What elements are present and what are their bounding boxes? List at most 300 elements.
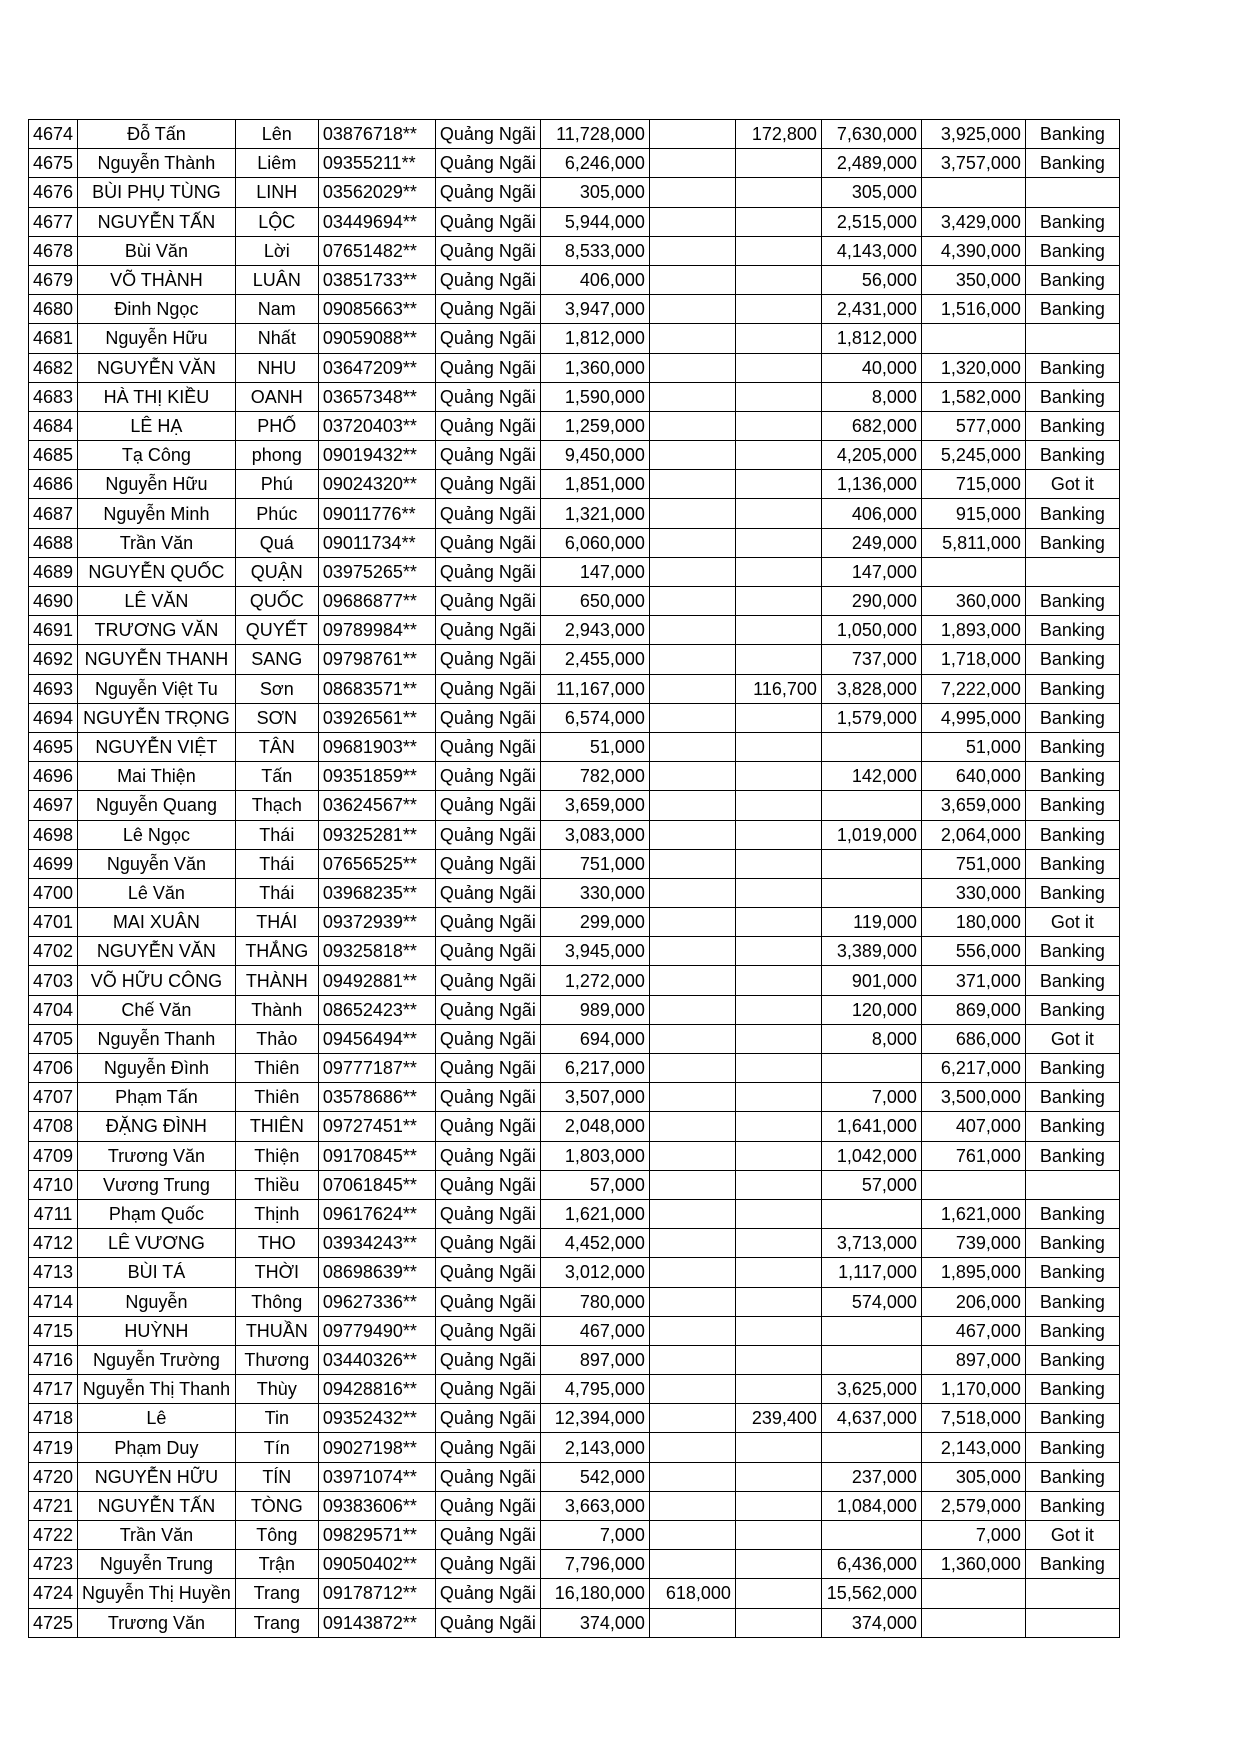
family-name-cell: NGUYỄN TẤN (78, 1491, 236, 1520)
amount-col-10-cell: 751,000 (921, 849, 1025, 878)
amount-col-8-cell (735, 178, 821, 207)
amount-col-9-cell: 142,000 (821, 762, 921, 791)
total-amount-cell: 3,083,000 (540, 820, 649, 849)
given-name-cell: Thiện (235, 1141, 318, 1170)
amount-col-7-cell (649, 1375, 735, 1404)
table-row (29, 470, 1120, 499)
given-name-cell: Thảo (235, 1024, 318, 1053)
total-amount-cell: 2,455,000 (540, 645, 649, 674)
payment-method-cell: Banking (1025, 499, 1119, 528)
family-name-cell: Trương Văn (78, 1608, 236, 1637)
total-amount-cell: 305,000 (540, 178, 649, 207)
total-amount-cell: 542,000 (540, 1462, 649, 1491)
amount-col-8-cell (735, 1375, 821, 1404)
amount-col-10-cell: 715,000 (921, 470, 1025, 499)
province-cell: Quảng Ngãi (435, 178, 540, 207)
amount-col-7-cell (649, 645, 735, 674)
payment-method-cell: Banking (1025, 295, 1119, 324)
family-name-cell: Nguyễn Việt Tu (78, 674, 236, 703)
payment-method-cell: Banking (1025, 528, 1119, 557)
row-number-cell: 4677 (29, 207, 78, 236)
table-row (29, 441, 1120, 470)
amount-col-9-cell (821, 1054, 921, 1083)
given-name-cell: Trang (235, 1608, 318, 1637)
row-number-cell: 4695 (29, 732, 78, 761)
amount-col-10-cell (921, 324, 1025, 353)
table-row (29, 1170, 1120, 1199)
amount-col-7-cell (649, 1404, 735, 1433)
amount-col-9-cell: 7,630,000 (821, 120, 921, 149)
amount-col-10-cell: 4,390,000 (921, 236, 1025, 265)
phone-number-cell: 08652423** (318, 995, 435, 1024)
row-number-cell: 4704 (29, 995, 78, 1024)
given-name-cell: Tấn (235, 762, 318, 791)
phone-number-cell: 09777187** (318, 1054, 435, 1083)
phone-number-cell: 09019432** (318, 441, 435, 470)
payment-method-cell: Banking (1025, 878, 1119, 907)
given-name-cell: Tin (235, 1404, 318, 1433)
given-name-cell: Tín (235, 1433, 318, 1462)
province-cell: Quảng Ngãi (435, 557, 540, 586)
family-name-cell: Nguyễn Minh (78, 499, 236, 528)
family-name-cell: Phạm Quốc (78, 1199, 236, 1228)
amount-col-8-cell (735, 732, 821, 761)
payment-method-cell: Banking (1025, 353, 1119, 382)
total-amount-cell: 782,000 (540, 762, 649, 791)
row-number-cell: 4699 (29, 849, 78, 878)
province-cell: Quảng Ngãi (435, 1550, 540, 1579)
amount-col-7-cell (649, 762, 735, 791)
given-name-cell: Sơn (235, 674, 318, 703)
payment-method-cell: Banking (1025, 1316, 1119, 1345)
table-row (29, 120, 1120, 149)
family-name-cell: Đinh Ngọc (78, 295, 236, 324)
given-name-cell: LỘC (235, 207, 318, 236)
amount-col-9-cell: 1,641,000 (821, 1112, 921, 1141)
family-name-cell: Mai Thiện (78, 762, 236, 791)
province-cell: Quảng Ngãi (435, 236, 540, 265)
phone-number-cell: 03968235** (318, 878, 435, 907)
table-row (29, 207, 1120, 236)
amount-col-9-cell: 1,050,000 (821, 616, 921, 645)
given-name-cell: Tông (235, 1521, 318, 1550)
amount-col-10-cell: 761,000 (921, 1141, 1025, 1170)
amount-col-9-cell: 8,000 (821, 382, 921, 411)
total-amount-cell: 1,321,000 (540, 499, 649, 528)
amount-col-8-cell (735, 1345, 821, 1374)
table-row (29, 966, 1120, 995)
amount-col-8-cell (735, 1287, 821, 1316)
phone-number-cell: 08683571** (318, 674, 435, 703)
province-cell: Quảng Ngãi (435, 616, 540, 645)
given-name-cell: THUẦN (235, 1316, 318, 1345)
amount-col-8-cell (735, 1112, 821, 1141)
amount-col-10-cell (921, 557, 1025, 586)
amount-col-10-cell: 686,000 (921, 1024, 1025, 1053)
row-number-cell: 4693 (29, 674, 78, 703)
family-name-cell: Nguyễn Đình (78, 1054, 236, 1083)
amount-col-10-cell: 3,925,000 (921, 120, 1025, 149)
phone-number-cell: 09681903** (318, 732, 435, 761)
total-amount-cell: 650,000 (540, 587, 649, 616)
amount-col-10-cell: 51,000 (921, 732, 1025, 761)
amount-col-7-cell (649, 1550, 735, 1579)
amount-col-8-cell (735, 1462, 821, 1491)
payment-method-cell: Banking (1025, 1229, 1119, 1258)
phone-number-cell: 09798761** (318, 645, 435, 674)
payment-method-cell: Banking (1025, 1258, 1119, 1287)
amount-col-7-cell (649, 1462, 735, 1491)
table-row (29, 820, 1120, 849)
table-row (29, 908, 1120, 937)
row-number-cell: 4679 (29, 265, 78, 294)
total-amount-cell: 51,000 (540, 732, 649, 761)
amount-col-8-cell (735, 1316, 821, 1345)
payment-method-cell: Banking (1025, 1083, 1119, 1112)
table-row (29, 557, 1120, 586)
province-cell: Quảng Ngãi (435, 1141, 540, 1170)
total-amount-cell: 694,000 (540, 1024, 649, 1053)
table-row (29, 878, 1120, 907)
amount-col-9-cell: 682,000 (821, 411, 921, 440)
table-row (29, 995, 1120, 1024)
phone-number-cell: 03720403** (318, 411, 435, 440)
given-name-cell: Thịnh (235, 1199, 318, 1228)
amount-col-10-cell: 7,222,000 (921, 674, 1025, 703)
row-number-cell: 4690 (29, 587, 78, 616)
family-name-cell: Nguyễn Thanh (78, 1024, 236, 1053)
phone-number-cell: 08698639** (318, 1258, 435, 1287)
amount-col-9-cell: 15,562,000 (821, 1579, 921, 1608)
amount-col-10-cell: 1,621,000 (921, 1199, 1025, 1228)
payment-method-cell: Banking (1025, 1287, 1119, 1316)
given-name-cell: QUỐC (235, 587, 318, 616)
amount-col-7-cell (649, 178, 735, 207)
phone-number-cell: 03934243** (318, 1229, 435, 1258)
amount-col-8-cell (735, 878, 821, 907)
amount-col-9-cell: 1,117,000 (821, 1258, 921, 1287)
amount-col-8-cell (735, 1170, 821, 1199)
total-amount-cell: 3,012,000 (540, 1258, 649, 1287)
amount-col-8-cell (735, 1491, 821, 1520)
amount-col-10-cell: 739,000 (921, 1229, 1025, 1258)
amount-col-8-cell (735, 265, 821, 294)
table-row (29, 528, 1120, 557)
total-amount-cell: 7,796,000 (540, 1550, 649, 1579)
phone-number-cell: 03926561** (318, 703, 435, 732)
province-cell: Quảng Ngãi (435, 820, 540, 849)
phone-number-cell: 09059088** (318, 324, 435, 353)
amount-col-10-cell: 1,895,000 (921, 1258, 1025, 1287)
amount-col-7-cell (649, 1345, 735, 1374)
family-name-cell: Tạ Công (78, 441, 236, 470)
amount-col-10-cell: 407,000 (921, 1112, 1025, 1141)
amount-col-9-cell (821, 849, 921, 878)
payment-method-cell: Banking (1025, 674, 1119, 703)
total-amount-cell: 299,000 (540, 908, 649, 937)
province-cell: Quảng Ngãi (435, 207, 540, 236)
payment-method-cell: Got it (1025, 1521, 1119, 1550)
payment-method-cell: Banking (1025, 995, 1119, 1024)
row-number-cell: 4712 (29, 1229, 78, 1258)
table-row (29, 236, 1120, 265)
total-amount-cell: 3,947,000 (540, 295, 649, 324)
phone-number-cell: 09779490** (318, 1316, 435, 1345)
amount-col-10-cell: 3,659,000 (921, 791, 1025, 820)
given-name-cell: Thông (235, 1287, 318, 1316)
province-cell: Quảng Ngãi (435, 1024, 540, 1053)
amount-col-9-cell (821, 1521, 921, 1550)
payment-method-cell: Banking (1025, 1054, 1119, 1083)
phone-number-cell: 09789984** (318, 616, 435, 645)
amount-col-8-cell: 239,400 (735, 1404, 821, 1433)
province-cell: Quảng Ngãi (435, 645, 540, 674)
table-row (29, 149, 1120, 178)
total-amount-cell: 1,259,000 (540, 411, 649, 440)
row-number-cell: 4689 (29, 557, 78, 586)
amount-col-9-cell: 237,000 (821, 1462, 921, 1491)
amount-col-8-cell (735, 499, 821, 528)
row-number-cell: 4675 (29, 149, 78, 178)
table-row (29, 295, 1120, 324)
amount-col-8-cell (735, 441, 821, 470)
family-name-cell: Phạm Tấn (78, 1083, 236, 1112)
amount-col-8-cell (735, 382, 821, 411)
province-cell: Quảng Ngãi (435, 1345, 540, 1374)
total-amount-cell: 57,000 (540, 1170, 649, 1199)
province-cell: Quảng Ngãi (435, 353, 540, 382)
amount-col-10-cell: 640,000 (921, 762, 1025, 791)
phone-number-cell: 03578686** (318, 1083, 435, 1112)
payment-method-cell (1025, 1170, 1119, 1199)
phone-number-cell: 09829571** (318, 1521, 435, 1550)
phone-number-cell: 03449694** (318, 207, 435, 236)
amount-col-7-cell (649, 236, 735, 265)
payment-method-cell: Banking (1025, 791, 1119, 820)
amount-col-8-cell (735, 1521, 821, 1550)
family-name-cell: NGUYỄN TRỌNG (78, 703, 236, 732)
family-name-cell: LÊ VĂN (78, 587, 236, 616)
family-name-cell: Nguyễn Thành (78, 149, 236, 178)
province-cell: Quảng Ngãi (435, 1258, 540, 1287)
row-number-cell: 4720 (29, 1462, 78, 1491)
given-name-cell: Thành (235, 995, 318, 1024)
row-number-cell: 4703 (29, 966, 78, 995)
amount-col-8-cell (735, 1229, 821, 1258)
amount-col-10-cell: 350,000 (921, 265, 1025, 294)
family-name-cell: Phạm Duy (78, 1433, 236, 1462)
amount-col-9-cell: 249,000 (821, 528, 921, 557)
amount-col-8-cell (735, 411, 821, 440)
province-cell: Quảng Ngãi (435, 1054, 540, 1083)
payment-method-cell: Banking (1025, 1141, 1119, 1170)
row-number-cell: 4709 (29, 1141, 78, 1170)
phone-number-cell: 07651482** (318, 236, 435, 265)
amount-col-7-cell (649, 120, 735, 149)
table-row (29, 587, 1120, 616)
province-cell: Quảng Ngãi (435, 149, 540, 178)
amount-col-7-cell (649, 207, 735, 236)
amount-col-9-cell: 1,579,000 (821, 703, 921, 732)
table-row (29, 178, 1120, 207)
total-amount-cell: 11,728,000 (540, 120, 649, 149)
amount-col-7-cell (649, 1083, 735, 1112)
payment-method-cell: Banking (1025, 411, 1119, 440)
total-amount-cell: 2,048,000 (540, 1112, 649, 1141)
family-name-cell: Nguyễn Trung (78, 1550, 236, 1579)
total-amount-cell: 6,574,000 (540, 703, 649, 732)
given-name-cell: LINH (235, 178, 318, 207)
row-number-cell: 4685 (29, 441, 78, 470)
amount-col-8-cell: 172,800 (735, 120, 821, 149)
province-cell: Quảng Ngãi (435, 1491, 540, 1520)
given-name-cell: THIÊN (235, 1112, 318, 1141)
total-amount-cell: 467,000 (540, 1316, 649, 1345)
phone-number-cell: 09383606** (318, 1491, 435, 1520)
amount-col-9-cell: 7,000 (821, 1083, 921, 1112)
family-name-cell: Lê (78, 1404, 236, 1433)
phone-number-cell: 07656525** (318, 849, 435, 878)
row-number-cell: 4676 (29, 178, 78, 207)
given-name-cell: Nhất (235, 324, 318, 353)
province-cell: Quảng Ngãi (435, 324, 540, 353)
province-cell: Quảng Ngãi (435, 791, 540, 820)
family-name-cell: HUỲNH (78, 1316, 236, 1345)
phone-number-cell: 03562029** (318, 178, 435, 207)
amount-col-7-cell (649, 1491, 735, 1520)
payment-method-cell: Got it (1025, 908, 1119, 937)
family-name-cell: LÊ HẠ (78, 411, 236, 440)
amount-col-8-cell (735, 1024, 821, 1053)
given-name-cell: THÁI (235, 908, 318, 937)
table-row (29, 1316, 1120, 1345)
total-amount-cell: 147,000 (540, 557, 649, 586)
total-amount-cell: 6,246,000 (540, 149, 649, 178)
table-row (29, 849, 1120, 878)
phone-number-cell: 09617624** (318, 1199, 435, 1228)
amount-col-10-cell: 1,170,000 (921, 1375, 1025, 1404)
phone-number-cell: 09170845** (318, 1141, 435, 1170)
amount-col-10-cell: 371,000 (921, 966, 1025, 995)
payment-method-cell: Banking (1025, 616, 1119, 645)
amount-col-10-cell (921, 1608, 1025, 1637)
amount-col-8-cell (735, 762, 821, 791)
phone-number-cell: 03851733** (318, 265, 435, 294)
payment-method-cell: Banking (1025, 849, 1119, 878)
amount-col-7-cell (649, 1170, 735, 1199)
amount-col-8-cell: 116,700 (735, 674, 821, 703)
table-row (29, 1024, 1120, 1053)
amount-col-9-cell: 737,000 (821, 645, 921, 674)
amount-col-10-cell: 6,217,000 (921, 1054, 1025, 1083)
total-amount-cell: 1,851,000 (540, 470, 649, 499)
table-row (29, 1608, 1120, 1637)
province-cell: Quảng Ngãi (435, 499, 540, 528)
phone-number-cell: 09428816** (318, 1375, 435, 1404)
amount-col-10-cell: 2,579,000 (921, 1491, 1025, 1520)
amount-col-9-cell (821, 732, 921, 761)
amount-col-10-cell: 5,245,000 (921, 441, 1025, 470)
amount-col-8-cell (735, 295, 821, 324)
table-row (29, 1433, 1120, 1462)
family-name-cell: NGUYỄN VĂN (78, 353, 236, 382)
amount-col-10-cell: 7,000 (921, 1521, 1025, 1550)
total-amount-cell: 330,000 (540, 878, 649, 907)
amount-col-10-cell: 869,000 (921, 995, 1025, 1024)
amount-col-7-cell (649, 353, 735, 382)
total-amount-cell: 897,000 (540, 1345, 649, 1374)
amount-col-8-cell (735, 937, 821, 966)
amount-col-10-cell: 897,000 (921, 1345, 1025, 1374)
province-cell: Quảng Ngãi (435, 295, 540, 324)
amount-col-9-cell: 1,812,000 (821, 324, 921, 353)
amount-col-7-cell (649, 966, 735, 995)
table-row (29, 1579, 1120, 1608)
province-cell: Quảng Ngãi (435, 441, 540, 470)
table-row (29, 1375, 1120, 1404)
given-name-cell: Thái (235, 820, 318, 849)
amount-col-10-cell (921, 1579, 1025, 1608)
row-number-cell: 4698 (29, 820, 78, 849)
row-number-cell: 4724 (29, 1579, 78, 1608)
province-cell: Quảng Ngãi (435, 908, 540, 937)
payment-method-cell: Banking (1025, 732, 1119, 761)
table-row (29, 1083, 1120, 1112)
phone-number-cell: 09355211** (318, 149, 435, 178)
given-name-cell: Thạch (235, 791, 318, 820)
payment-method-cell (1025, 324, 1119, 353)
province-cell: Quảng Ngãi (435, 1404, 540, 1433)
total-amount-cell: 6,217,000 (540, 1054, 649, 1083)
row-number-cell: 4678 (29, 236, 78, 265)
row-number-cell: 4708 (29, 1112, 78, 1141)
amount-col-7-cell (649, 324, 735, 353)
family-name-cell: NGUYỄN TẤN (78, 207, 236, 236)
family-name-cell: Chế Văn (78, 995, 236, 1024)
row-number-cell: 4688 (29, 528, 78, 557)
family-name-cell: Đỗ Tấn (78, 120, 236, 149)
family-name-cell: Trần Văn (78, 528, 236, 557)
payment-method-cell: Banking (1025, 120, 1119, 149)
table-row (29, 762, 1120, 791)
amount-col-8-cell (735, 1054, 821, 1083)
data-table (28, 119, 1120, 1638)
amount-col-9-cell: 2,515,000 (821, 207, 921, 236)
given-name-cell: Thương (235, 1345, 318, 1374)
amount-col-8-cell (735, 1608, 821, 1637)
table-row (29, 411, 1120, 440)
amount-col-8-cell (735, 908, 821, 937)
province-cell: Quảng Ngãi (435, 120, 540, 149)
amount-col-9-cell: 374,000 (821, 1608, 921, 1637)
family-name-cell: Lê Ngọc (78, 820, 236, 849)
province-cell: Quảng Ngãi (435, 966, 540, 995)
amount-col-10-cell: 1,360,000 (921, 1550, 1025, 1579)
province-cell: Quảng Ngãi (435, 1608, 540, 1637)
payment-method-cell: Banking (1025, 441, 1119, 470)
family-name-cell: Vương Trung (78, 1170, 236, 1199)
family-name-cell: Nguyễn Thị Thanh (78, 1375, 236, 1404)
row-number-cell: 4725 (29, 1608, 78, 1637)
amount-col-9-cell: 4,143,000 (821, 236, 921, 265)
amount-col-9-cell: 3,828,000 (821, 674, 921, 703)
amount-col-10-cell: 2,143,000 (921, 1433, 1025, 1462)
payment-method-cell: Banking (1025, 587, 1119, 616)
province-cell: Quảng Ngãi (435, 674, 540, 703)
phone-number-cell: 09325818** (318, 937, 435, 966)
given-name-cell: Phúc (235, 499, 318, 528)
table-row (29, 937, 1120, 966)
